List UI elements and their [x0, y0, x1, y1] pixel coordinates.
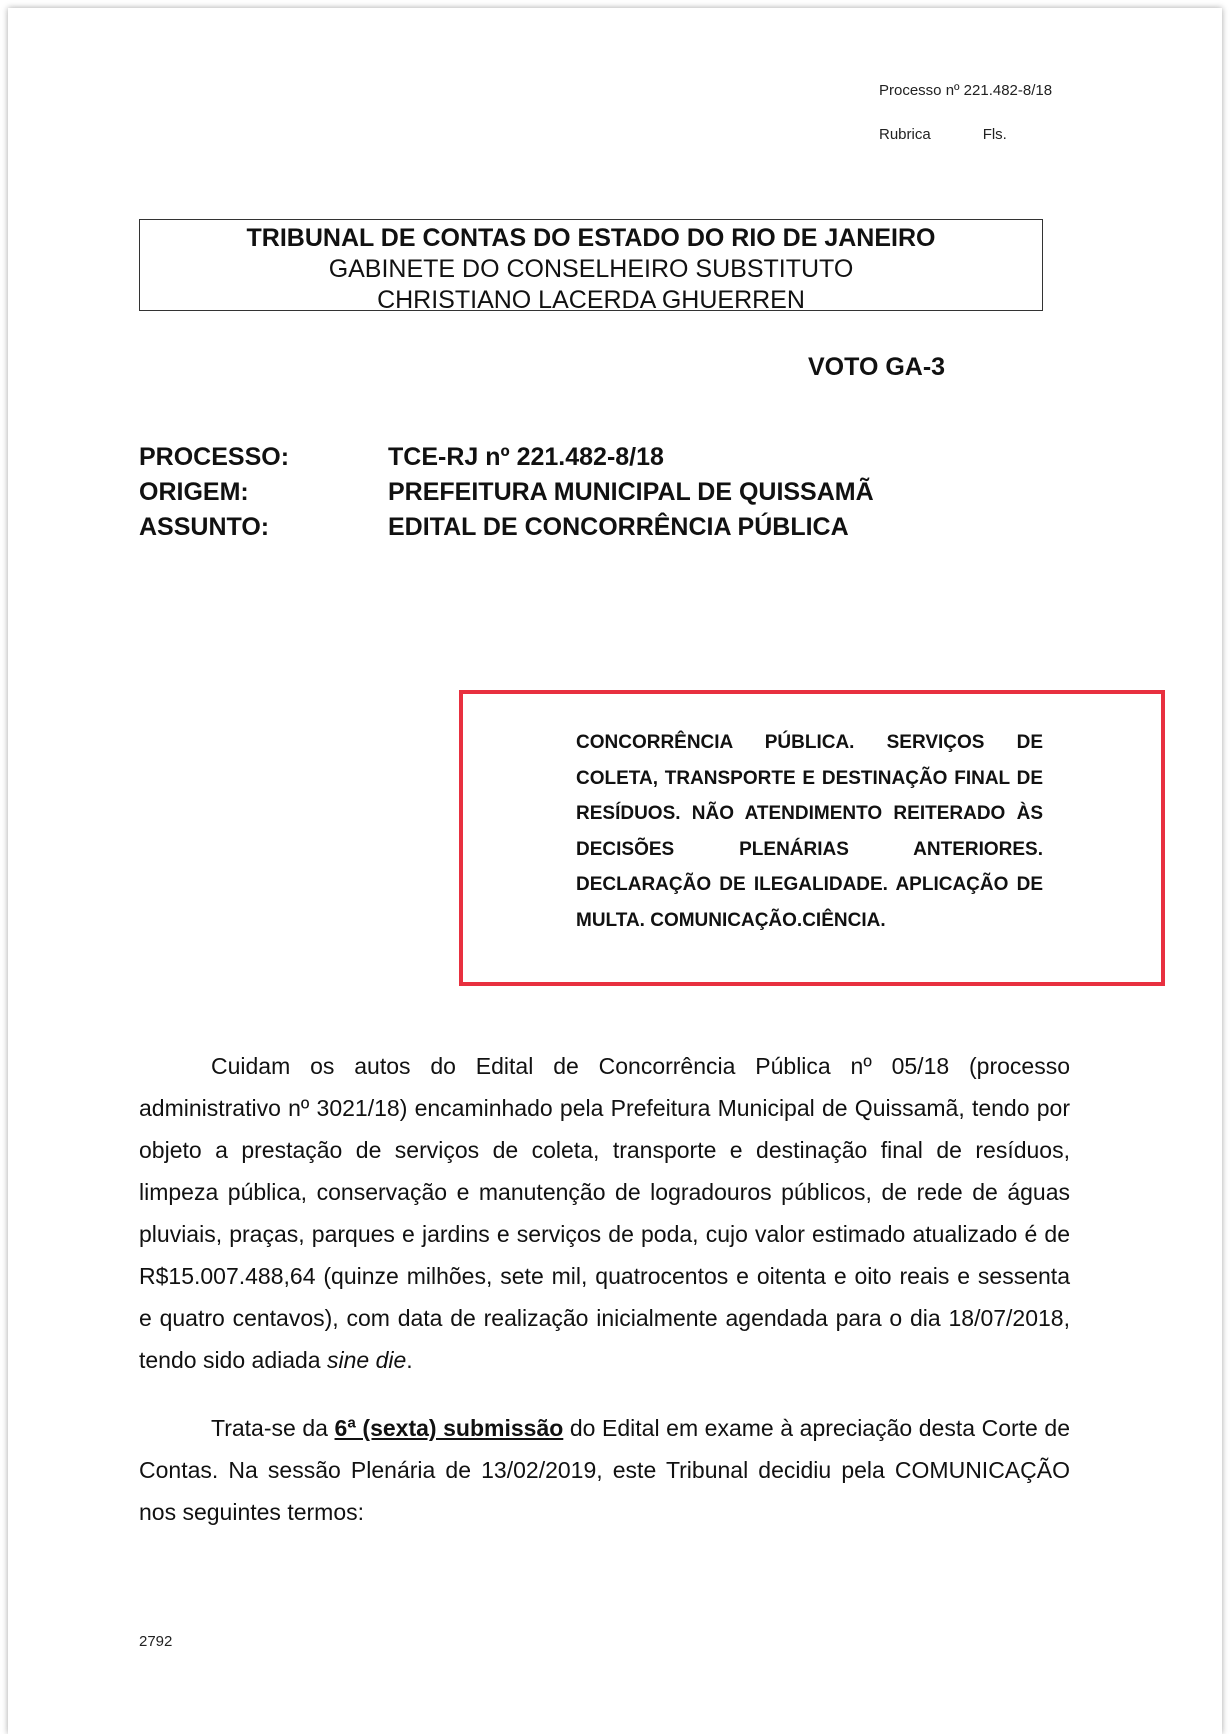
page-number: 2792 [139, 1633, 173, 1650]
summary-text: CONCORRÊNCIA PÚBLICA. SERVIÇOS DE COLETA, TRANSPORTE E DESTINAÇÃO FINAL DE RESÍDUOS. NÃO ATENDIMENTO REITERADO ÀS DECISÕES PLENÁRIAS ANTERIORES. DECLARAÇÃO DE ILEGALIDADE. APLICAÇÃO DE MULTA. COMUNICAÇÃO.CIÊNCIA. [576, 732, 1043, 931]
paragraph-2-emphasis: 6ª (sexta) submissão [334, 1415, 564, 1441]
origem-label: ORIGEM: [139, 478, 249, 506]
assunto-value: EDITAL DE CONCORRÊNCIA PÚBLICA [388, 513, 849, 541]
paragraph-1-italic: sine die [327, 1347, 407, 1373]
fls-label: Fls. [982, 126, 1007, 143]
paragraph-2-start: Trata-se da [211, 1415, 328, 1441]
paragraph-2 [139, 1407, 1070, 1533]
meta-origem [139, 478, 874, 507]
rubrica-label: Rubrica [879, 126, 931, 143]
paragraph-1 [139, 1045, 1070, 1381]
processo-label: PROCESSO: [139, 443, 290, 471]
cabinet-name: GABINETE DO CONSELHEIRO SUBSTITUTO [328, 255, 854, 283]
paragraph-1-text: Cuidam os autos do Edital de Concorrência Pública nº 05/18 (processo administrativo nº 3021/18) encaminhado pela Prefeitura Municipal de Quissamã, tendo por objeto a prestação de serviços de coleta, transporte e destinação final de resíduos, limpeza pública, conservação e manutenção de logradouros públicos, de rede de águas pluviais, praças, parques e jardins e serviços de poda, cujo valor estimado atualizado é de R$15.007.488,64 (quinze milhões, sete mil, quatrocentos e oitenta e oito reais e sessenta e quatro centavos), com data de realização inicialmente agendada para o dia 18/07/2018, tendo sido adiada [139, 1053, 1070, 1373]
court-name: TRIBUNAL DE CONTAS DO ESTADO DO RIO DE JANEIRO [246, 224, 936, 252]
meta-processo [139, 443, 664, 472]
assunto-label: ASSUNTO: [139, 513, 270, 541]
counselor-name: CHRISTIANO LACERDA GHUERREN [377, 286, 805, 314]
rubrica-line [879, 126, 1007, 143]
process-reference: Processo nº 221.482-8/18 [879, 82, 1053, 99]
paragraph-2-rest: do Edital em exame à apreciação desta Corte de Contas. Na sessão Plenária de 13/02/2019, este Tribunal decidiu pela COMUNICAÇÃO nos seguintes termos: [139, 1415, 1070, 1525]
paragraph-1-end: . [406, 1347, 413, 1373]
voto-title: VOTO GA-3 [808, 353, 946, 381]
meta-assunto [139, 513, 849, 542]
court-header-box [139, 219, 1043, 314]
origem-value: PREFEITURA MUNICIPAL DE QUISSAMÃ [388, 478, 874, 506]
processo-value: TCE-RJ nº 221.482-8/18 [388, 443, 664, 471]
